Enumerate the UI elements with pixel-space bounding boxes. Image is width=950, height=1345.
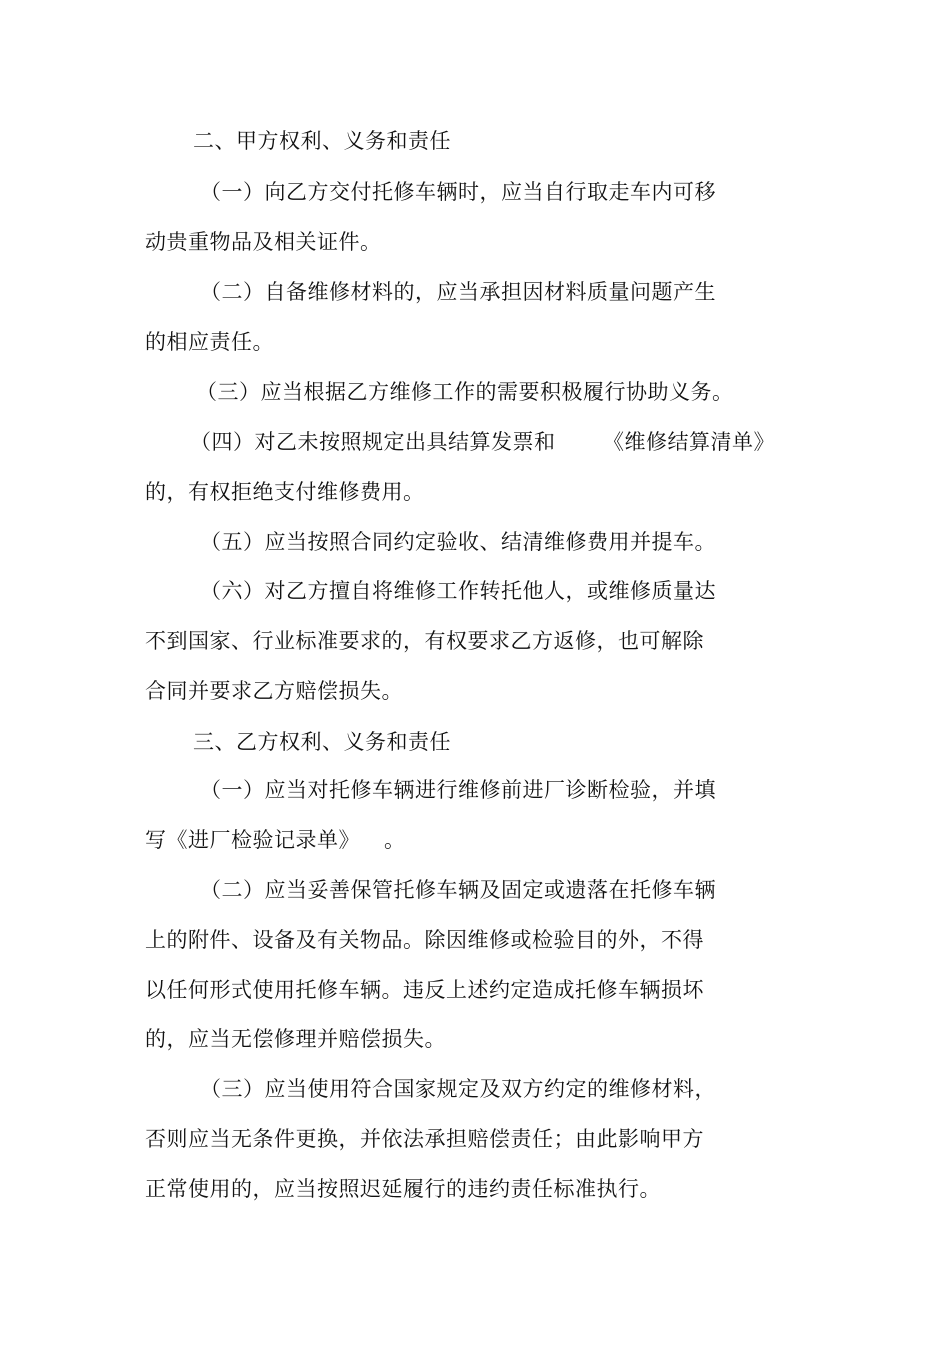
clause-text: 的，应当无偿修理并赔偿损失。 <box>145 1027 446 1051</box>
clause-text: （二）应当妥善保管托修车辆及固定或遗落在托修车辆 <box>200 878 716 902</box>
clause-text: （三）应当根据乙方维修工作的需要积极履行协助义务。 <box>196 380 734 404</box>
clause-text: （四）对乙未按照规定出具结算发票和 <box>190 430 556 454</box>
clause-text: 《维修结算清单》 <box>603 430 775 454</box>
section-heading: 二、甲方权利、义务和责任 <box>193 129 451 153</box>
clause-text: 以任何形式使用托修车辆。违反上述约定造成托修车辆损坏 <box>145 978 704 1002</box>
clause-text: 合同并要求乙方赔偿损失。 <box>145 679 403 703</box>
clause-text: 写《进厂检验记录单》 <box>145 828 360 852</box>
clause-text: 上的附件、设备及有关物品。除因维修或检验目的外，不得 <box>145 928 704 952</box>
clause-text: （三）应当使用符合国家规定及双方约定的维修材料， <box>200 1077 716 1101</box>
clause-text: 正常使用的，应当按照迟延履行的违约责任标准执行。 <box>145 1177 661 1201</box>
clause-text: 的，有权拒绝支付维修费用。 <box>145 480 425 504</box>
clause-text: 。 <box>384 828 406 852</box>
clause-text: （一）应当对托修车辆进行维修前进厂诊断检验，并填 <box>200 778 716 802</box>
clause-text: （六）对乙方擅自将维修工作转托他人，或维修质量达 <box>200 579 716 603</box>
section-heading: 三、乙方权利、义务和责任 <box>193 730 451 754</box>
clause-text: 否则应当无条件更换，并依法承担赔偿责任；由此影响甲方 <box>145 1127 704 1151</box>
clause-text: （五）应当按照合同约定验收、结清维修费用并提车。 <box>200 530 716 554</box>
clause-text: 不到国家、行业标准要求的，有权要求乙方返修，也可解除 <box>145 629 704 653</box>
clause-text: （一）向乙方交付托修车辆时，应当自行取走车内可移 <box>200 180 716 204</box>
clause-text: （二）自备维修材料的，应当承担因材料质量问题产生 <box>200 280 716 304</box>
clause-text: 的相应责任。 <box>145 330 274 354</box>
clause-text: 动贵重物品及相关证件。 <box>145 230 382 254</box>
